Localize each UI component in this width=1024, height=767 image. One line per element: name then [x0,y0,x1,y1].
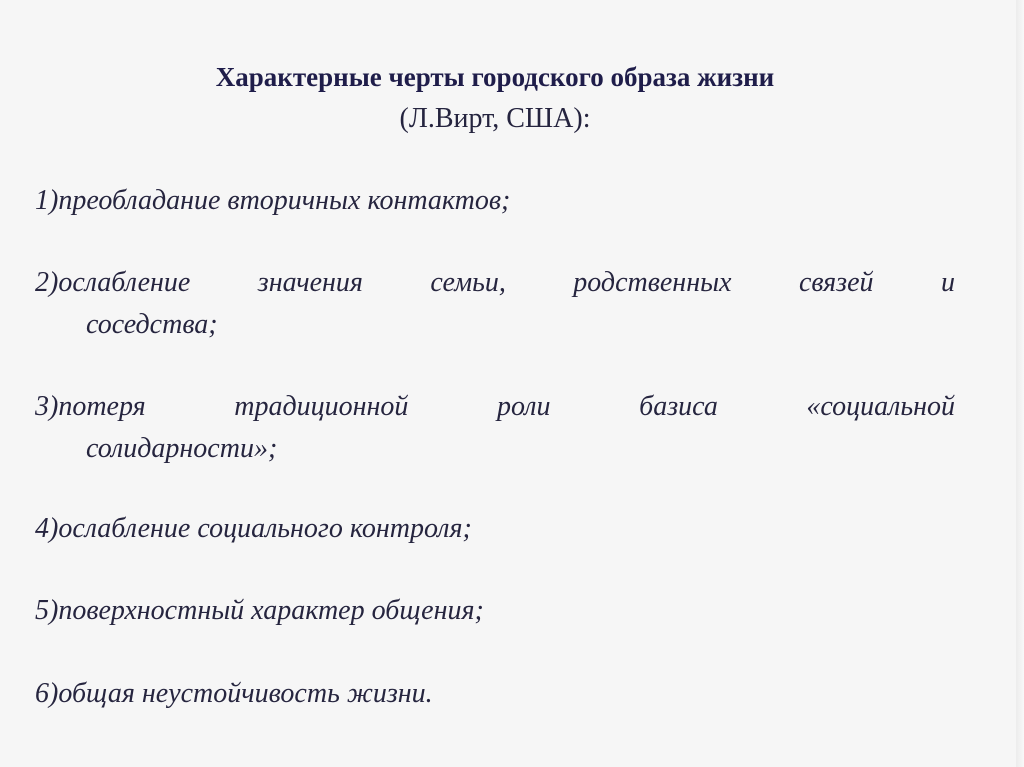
list-item [35,508,955,550]
slide-subtitle: (Л.Вирт, США): [399,103,591,134]
list-item [35,673,955,715]
list-item-text: 3)потеря традиционной роли базиса «социальной [35,391,955,422]
list-item-text: 1)преобладание вторичных контактов; [35,185,511,216]
slide-title: Характерные черты городского образа жизни [215,62,775,92]
list-item [35,262,955,346]
list-item-continuation: солидарности»; [86,433,278,464]
list-item [35,386,955,470]
list-item-continuation: соседства; [86,309,218,340]
list-item-text: 6)общая неустойчивость жизни. [35,678,433,709]
list-item-text: 5)поверхностный характер общения; [35,595,484,626]
list-item [35,180,955,222]
list-item [35,590,955,632]
list-item-text: 4)ослабление социального контроля; [35,513,472,544]
list-item-text: 2)ослабление значения семьи, родственных связей и [35,267,955,298]
slide-edge [1016,0,1024,767]
